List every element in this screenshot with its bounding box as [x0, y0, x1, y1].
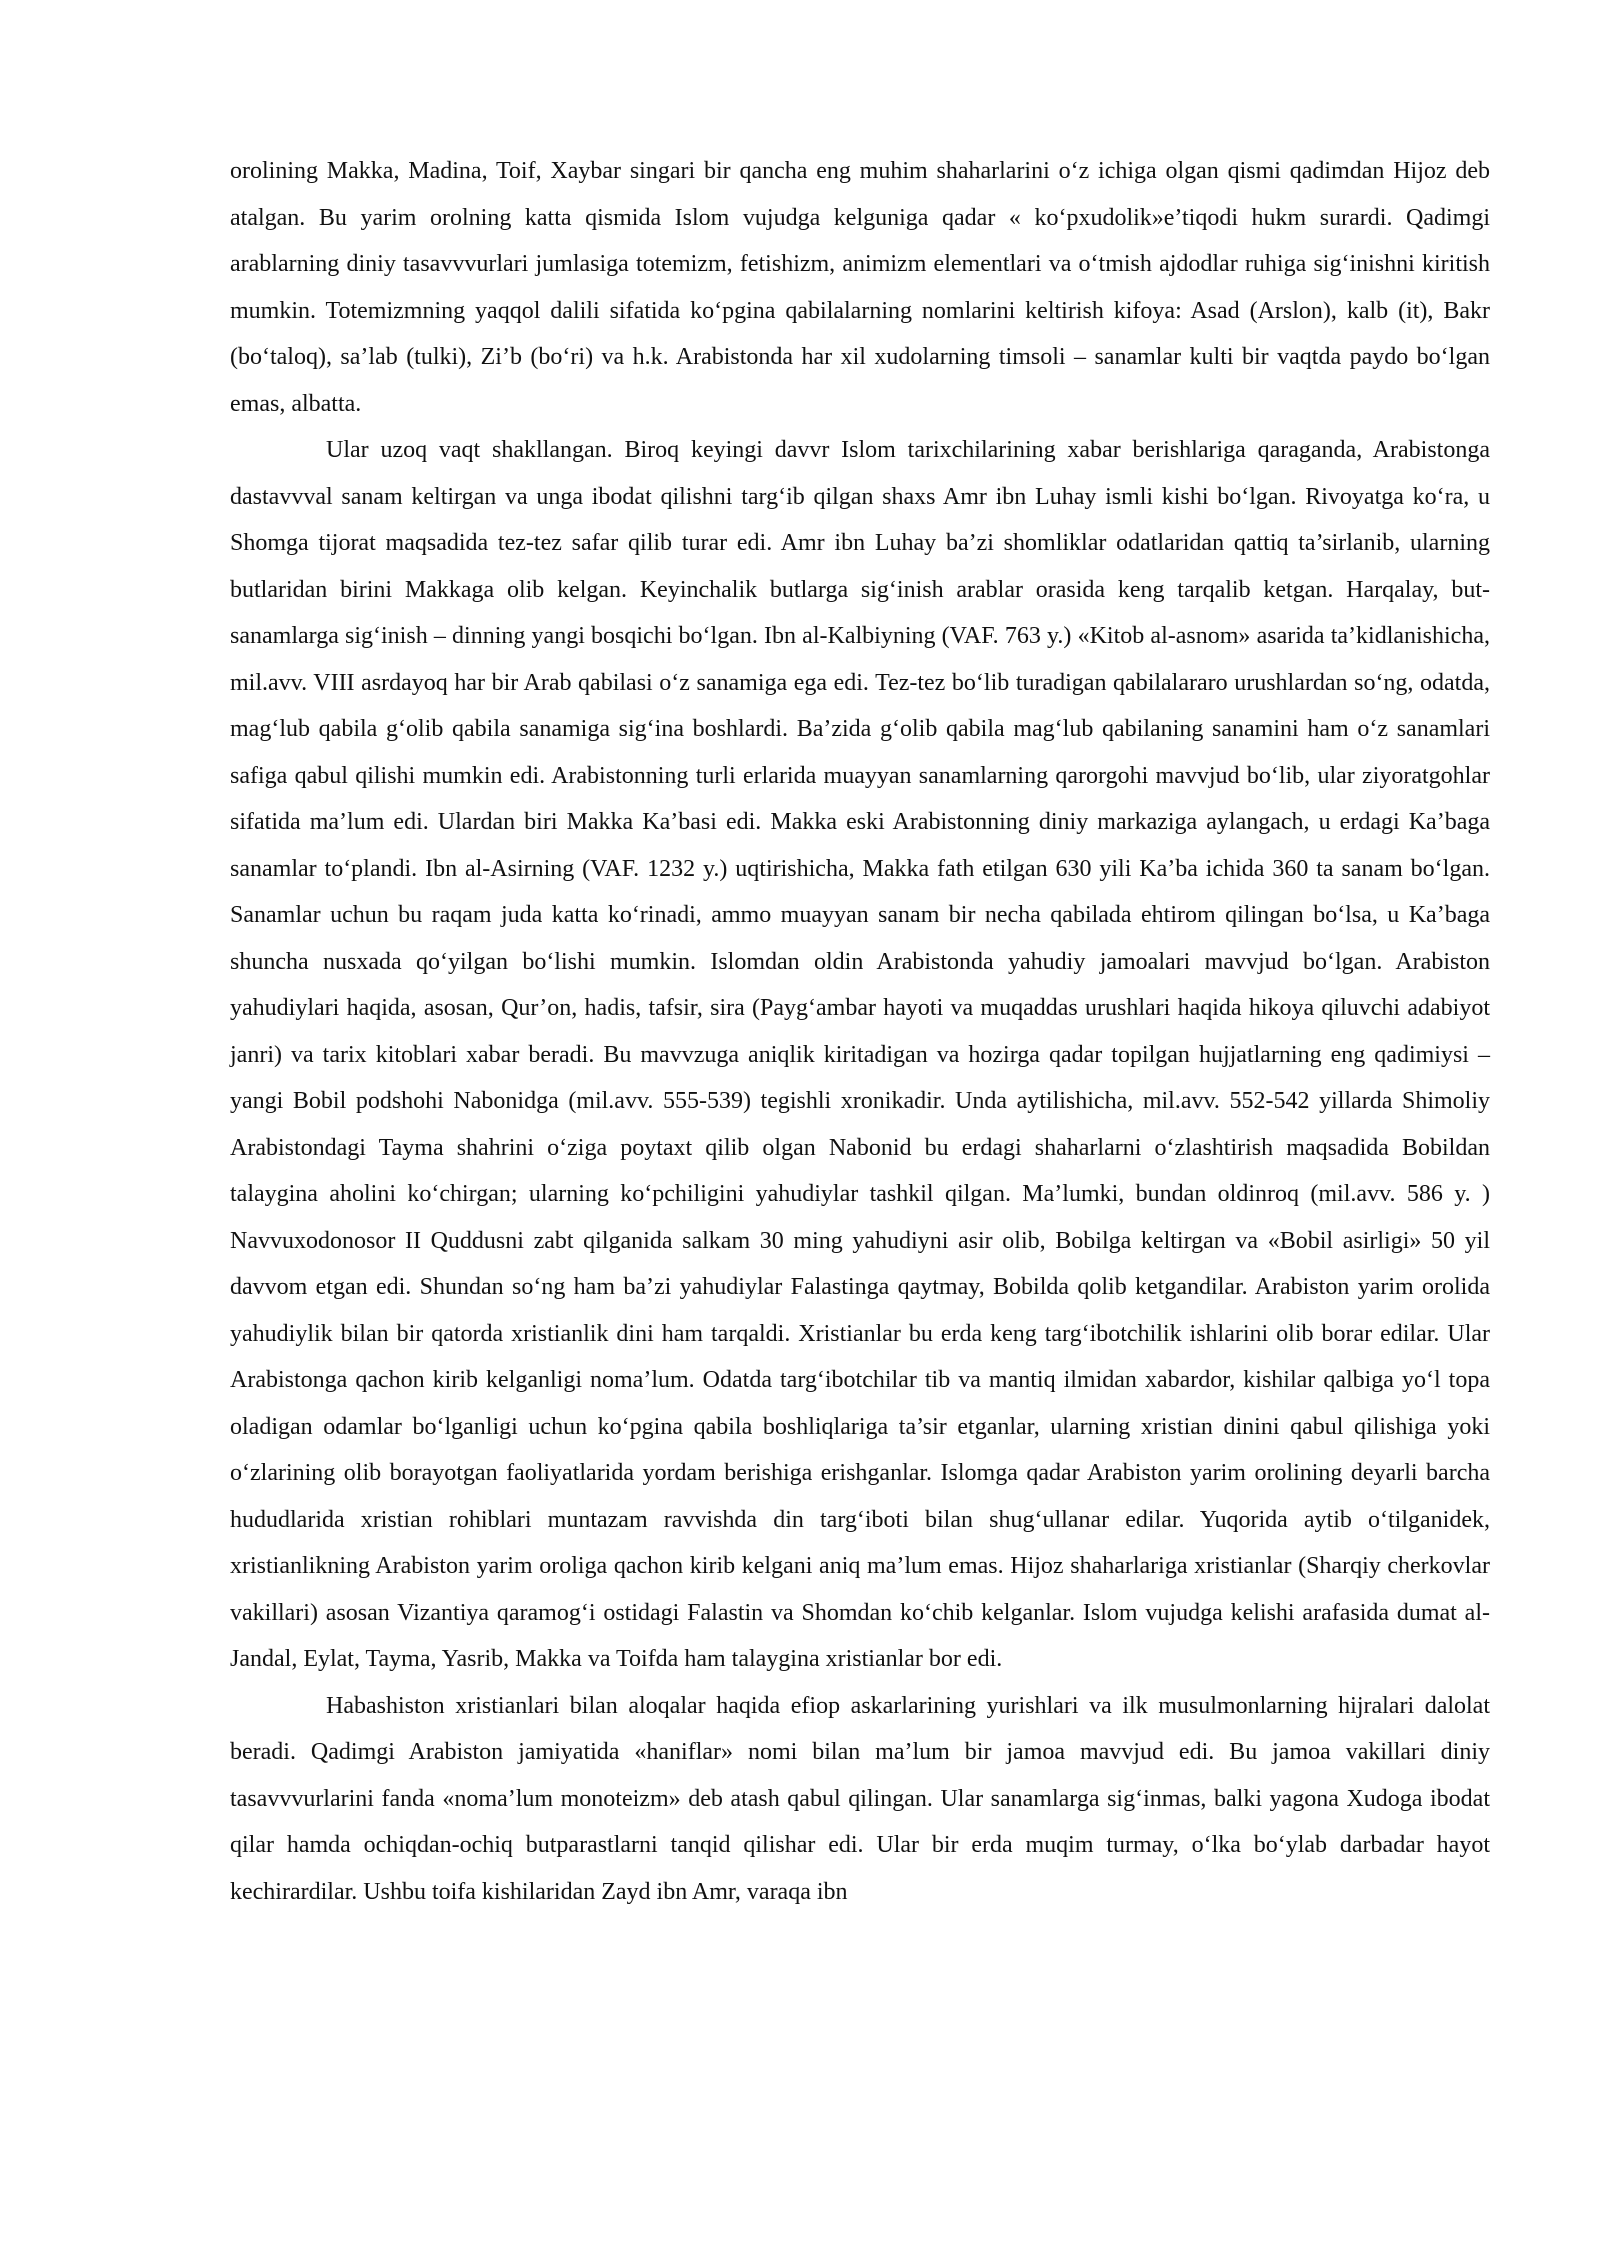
- paragraph-2: Ular uzoq vaqt shakllangan. Biroq keyingi davvr Islom tarixchilarining xabar berishlariga qaraganda, Arabistonga dastavvval sanam keltirgan va unga ibodat qilishni targ‘ib qilgan shaxs Amr ibn Luhay ismli kishi bo‘lgan. Rivoyatga ko‘ra, u Shomga tijorat maqsadida tez-tez safar qilib turar edi. Amr ibn Luhay ba’zi shomliklar odatlaridan qattiq ta’sirlanib, ularning butlaridan birini Makkaga olib kelgan. Keyinchalik butlarga sig‘inish arablar orasida keng tarqalib ketgan. Harqalay, but-sanamlarga sig‘inish – dinning yangi bosqichi bo‘lgan. Ibn al-Kalbiyning (VAF. 763 y.) «Kitob al-asnom» asarida ta’kidlanishicha, mil.avv. VIII asrdayoq har bir Arab qabilasi o‘z sanamiga ega edi. Tez-tez bo‘lib turadigan qabilalararo urushlardan so‘ng, odatda, mag‘lub qabila g‘olib qabila sanamiga sig‘ina boshlardi. Ba’zida g‘olib qabila mag‘lub qabilaning sanamini ham o‘z sanamlari safiga qabul qilishi mumkin edi. Arabistonning turli erlarida muayyan sanamlarning qarorgohi mavvjud bo‘lib, ular ziyoratgohlar sifatida ma’lum edi. Ulardan biri Makka Ka’basi edi. Makka eski Arabistonning diniy markaziga aylangach, u erdagi Ka’baga sanamlar to‘plandi. Ibn al-Asirning (VAF. 1232 y.) uqtirishicha, Makka fath etilgan 630 yili Ka’ba ichida 360 ta sanam bo‘lgan. Sanamlar uchun bu raqam juda katta ko‘rinadi, ammo muayyan sanam bir necha qabilada ehtirom qilingan bo‘lsa, u Ka’baga shuncha nusxada qo‘yilgan bo‘lishi mumkin. Islomdan oldin Arabistonda yahudiy jamoalari mavvjud bo‘lgan. Arabiston yahudiylari haqida, asosan, Qur’on, hadis, tafsir, sira (Payg‘ambar hayoti va muqaddas urushlari haqida hikoya qiluvchi adabiyot janri) va tarix kitoblari xabar beradi. Bu mavvzuga aniqlik kiritadigan va hozirga qadar topilgan hujjatlarning eng qadimiysi – yangi Bobil podshohi Nabonidga (mil.avv. 555-539) tegishli xronikadir. Unda aytilishicha, mil.avv. 552-542 yillarda Shimoliy Arabistondagi Tayma shahrini o‘ziga poytaxt qilib olgan Nabonid bu erdagi shaharlarni o‘zlashtirish maqsadida Bobildan talaygina aholini ko‘chirgan; ularning ko‘pchiligini yahudiylar tashkil qilgan. Ma’lumki, bundan oldinroq (mil.avv. 586 y. ) Navvuxodonosor II Quddusni zabt qilganida salkam 30 ming yahudiyni asir olib, Bobilga keltirgan va «Bobil asirligi» 50 yil davvom etgan edi. Shundan so‘ng ham ba’zi yahudiylar Falastinga qaytmay, Bobilda qolib ketgandilar. Arabiston yarim orolida yahudiylik bilan bir qatorda xristianlik dini ham tarqaldi. Xristianlar bu erda keng targ‘ibotchilik ishlarini olib borar edilar. Ular Arabistonga qachon kirib kelganligi noma’lum. Odatda targ‘ibotchilar tib va mantiq ilmidan xabardor, kishilar qalbiga yo‘l topa oladigan odamlar bo‘lganligi uchun ko‘pgina qabila boshliqlariga ta’sir etganlar, ularning xristian dinini qabul qilishiga yoki o‘zlarining olib borayotgan faoliyatlarida yordam berishiga erishganlar. Islomga qadar Arabiston yarim orolining deyarli barcha hududlarida xristian rohiblari muntazam ravvishda din targ‘iboti bilan shug‘ullanar edilar. Yuqorida aytib o‘tilganidek, xristianlikning Arabiston yarim oroliga qachon kirib kelgani aniq ma’lum emas. Hijoz shaharlariga xristianlar (Sharqiy cherkovlar vakillari) asosan Vizantiya qaramog‘i ostidagi Falastin va Shomdan ko‘chib kelganlar. Islom vujudga kelishi arafasida dumat al-Jandal, Eylat, Tayma, Yasrib, Makka va Toifda ham talaygina xristianlar bor edi.: [230, 437, 1490, 1672]
- paragraph-1: orolining Makka, Madina, Toif, Xaybar singari bir qancha eng muhim shaharlarini o‘z ichiga olgan qismi qadimdan Hijoz deb atalgan. Bu yarim orolning katta qismida Islom vujudga kelguniga qadar « ko‘pxudolik»e’tiqodi hukm surardi. Qadimgi arablarning diniy tasavvvurlari jumlasiga totemizm, fetishizm, animizm elementlari va o‘tmish ajdodlar ruhiga sig‘inishni kiritish mumkin. Totemizmning yaqqol dalili sifatida ko‘pgina qabilalarning nomlarini keltirish kifoya: Asad (Arslon), kalb (it), Bakr (bo‘taloq), sa’lab (tulki), Zi’b (bo‘ri) va h.k. Arabistonda har xil xudolarning timsoli – sanamlar kulti bir vaqtda paydo bo‘lgan emas, albatta.: [230, 158, 1490, 417]
- document-body: [230, 148, 1490, 1915]
- paragraph-3: Habashiston xristianlari bilan aloqalar haqida efiop askarlarining yurishlari va ilk musulmonlarning hijralari dalolat beradi. Qadimgi Arabiston jamiyatida «haniflar» nomi bilan ma’lum bir jamoa mavvjud edi. Bu jamoa vakillari diniy tasavvvurlarini fanda «noma’lum monoteizm» deb atash qabul qilingan. Ular sanamlarga sig‘inmas, balki yagona Xudoga ibodat qilar hamda ochiqdan-ochiq butparastlarni tanqid qilishar edi. Ular bir erda muqim turmay, o‘lka bo‘ylab darbadar hayot kechirardilar. Ushbu toifa kishilaridan Zayd ibn Amr, varaqa ibn: [230, 1692, 1490, 1905]
